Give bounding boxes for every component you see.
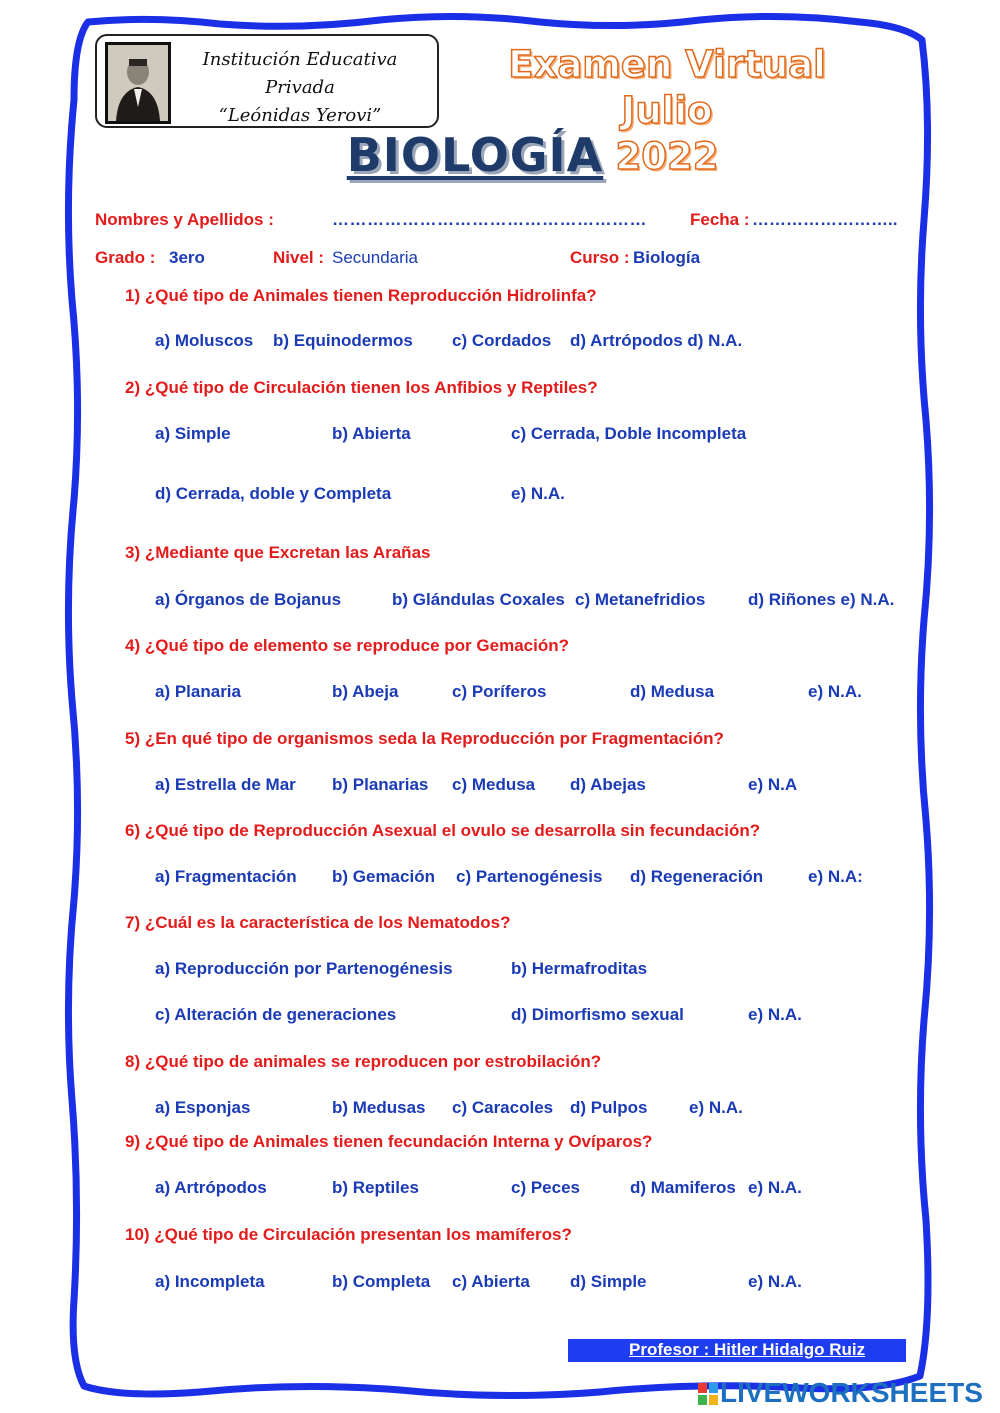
q8-option-e[interactable]: e) N.A. <box>689 1098 743 1117</box>
liveworksheets-wordmark: LIVEWORKSHEETS <box>720 1377 983 1408</box>
question-1: 1) ¿Qué tipo de Animales tienen Reproducción Hidrolinfa? <box>125 286 597 305</box>
q1-option-d[interactable]: d) Artrópodos d) N.A. <box>570 331 743 350</box>
q3-option-b[interactable]: b) Glándulas Coxales <box>392 590 565 609</box>
question-5: 5) ¿En qué tipo de organismos seda la Reproducción por Fragmentación? <box>125 729 724 748</box>
q6-option-d[interactable]: d) Regeneración <box>630 867 764 886</box>
q9-option-e[interactable]: e) N.A. <box>748 1178 802 1197</box>
question-7: 7) ¿Cuál es la característica de los Nematodos? <box>125 913 511 932</box>
school-name-line2: “Leónidas Yerovi” <box>218 105 382 126</box>
q8-option-d[interactable]: d) Pulpos <box>570 1098 648 1117</box>
date-label: Fecha : <box>690 210 750 229</box>
question-9: 9) ¿Qué tipo de Animales tienen fecundación Interna y Ovíparos? <box>125 1132 653 1151</box>
course-value: Biología <box>633 248 701 267</box>
exam-title-line2: 2022 <box>615 135 719 178</box>
q5-option-c[interactable]: c) Medusa <box>452 775 536 794</box>
level-label: Nivel : <box>273 248 325 267</box>
q3-option-c[interactable]: c) Metanefridios <box>575 590 706 609</box>
q7-option-d[interactable]: d) Dimorfismo sexual <box>511 1005 684 1024</box>
q9-option-c[interactable]: c) Peces <box>511 1178 580 1197</box>
question-4: 4) ¿Qué tipo de elemento se reproduce por Gemación? <box>125 636 569 655</box>
q5-option-d[interactable]: d) Abejas <box>570 775 646 794</box>
q2-option-b[interactable]: b) Abierta <box>332 424 411 443</box>
q7-option-b[interactable]: b) Hermafroditas <box>511 959 648 978</box>
teacher-name: Profesor : Hitler Hidalgo Ruiz <box>629 1340 866 1359</box>
q6-option-a[interactable]: a) Fragmentación <box>155 867 297 886</box>
q2-option-c[interactable]: c) Cerrada, Doble Incompleta <box>511 424 747 443</box>
level-value: Secundaria <box>332 248 419 267</box>
q10-option-c[interactable]: c) Abierta <box>452 1272 530 1291</box>
q7-option-c[interactable]: c) Alteración de generaciones <box>155 1005 397 1024</box>
q3-option-a[interactable]: a) Órganos de Bojanus <box>155 590 342 609</box>
question-10: 10) ¿Qué tipo de Circulación presentan los mamíferos? <box>125 1225 572 1244</box>
school-name <box>169 46 431 130</box>
date-field[interactable]: …………………….. <box>752 210 898 229</box>
q9-option-b[interactable]: b) Reptiles <box>332 1178 419 1197</box>
q2-option-e[interactable]: e) N.A. <box>511 484 565 503</box>
subject-title: BIOLOGÍA <box>346 128 604 182</box>
q4-option-a[interactable]: a) Planaria <box>155 682 241 701</box>
liveworksheets-logo-icon <box>698 1383 718 1405</box>
q5-option-b[interactable]: b) Planarias <box>332 775 429 794</box>
teacher-banner <box>568 1339 906 1362</box>
question-8: 8) ¿Qué tipo de animales se reproducen por estrobilación? <box>125 1052 602 1071</box>
question-2: 2) ¿Qué tipo de Circulación tienen los Anfibios y Reptiles? <box>125 378 598 397</box>
q8-option-a[interactable]: a) Esponjas <box>155 1098 251 1117</box>
q4-option-c[interactable]: c) Poríferos <box>452 682 547 701</box>
q4-option-d[interactable]: d) Medusa <box>630 682 715 701</box>
q8-option-c[interactable]: c) Caracoles <box>452 1098 554 1117</box>
q10-option-e[interactable]: e) N.A. <box>748 1272 802 1291</box>
q9-option-a[interactable]: a) Artrópodos <box>155 1178 267 1197</box>
q2-option-d[interactable]: d) Cerrada, doble y Completa <box>155 484 392 503</box>
school-name-line1: Institución Educativa Privada <box>202 49 398 98</box>
name-label: Nombres y Apellidos : <box>95 210 274 229</box>
grade-value: 3ero <box>169 248 205 267</box>
q4-option-e[interactable]: e) N.A. <box>808 682 862 701</box>
q5-option-a[interactable]: a) Estrella de Mar <box>155 775 296 794</box>
q6-option-c[interactable]: c) Partenogénesis <box>456 867 603 886</box>
q7-option-a[interactable]: a) Reproducción por Partenogénesis <box>155 959 453 978</box>
q4-option-b[interactable]: b) Abeja <box>332 682 399 701</box>
name-field[interactable]: ……………………………………………… <box>332 210 647 229</box>
q10-option-b[interactable]: b) Completa <box>332 1272 431 1291</box>
question-6: 6) ¿Qué tipo de Reproducción Asexual el ovulo se desarrolla sin fecundación? <box>125 821 761 840</box>
q6-option-e[interactable]: e) N.A: <box>808 867 863 886</box>
q1-option-a[interactable]: a) Moluscos <box>155 331 254 350</box>
q9-option-d[interactable]: d) Mamiferos <box>630 1178 736 1197</box>
q2-option-a[interactable]: a) Simple <box>155 424 231 443</box>
exam-title-line1: Examen Virtual Julio <box>508 43 826 132</box>
q5-option-e[interactable]: e) N.A <box>748 775 798 794</box>
school-header <box>95 34 439 128</box>
q1-option-c[interactable]: c) Cordados <box>452 331 552 350</box>
grade-label: Grado : <box>95 248 156 267</box>
q1-option-b[interactable]: b) Equinodermos <box>273 331 413 350</box>
q10-option-d[interactable]: d) Simple <box>570 1272 647 1291</box>
founder-portrait <box>105 42 171 124</box>
q8-option-b[interactable]: b) Medusas <box>332 1098 426 1117</box>
course-label: Curso : <box>570 248 630 267</box>
q3-option-d[interactable]: d) Riñones e) N.A. <box>748 590 895 609</box>
q6-option-b[interactable]: b) Gemación <box>332 867 435 886</box>
question-3: 3) ¿Mediante que Excretan las Arañas <box>125 543 431 562</box>
q7-option-e[interactable]: e) N.A. <box>748 1005 802 1024</box>
q10-option-a[interactable]: a) Incompleta <box>155 1272 265 1291</box>
